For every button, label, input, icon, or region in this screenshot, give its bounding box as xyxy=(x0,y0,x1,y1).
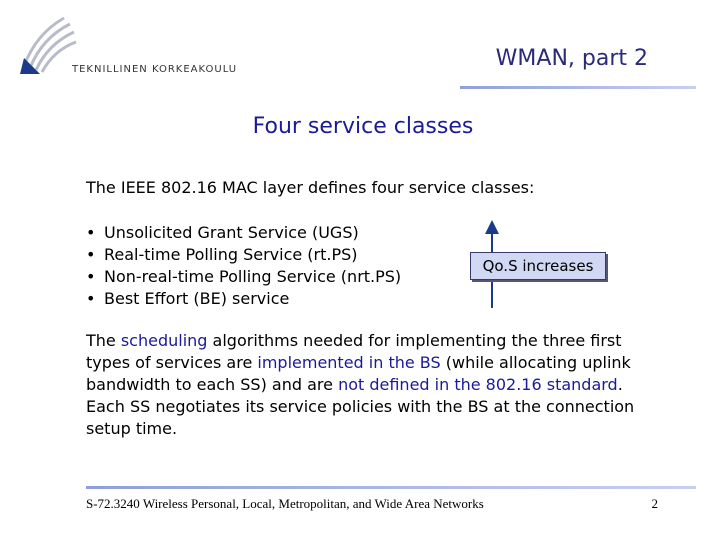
service-class-label: Best Effort (BE) service xyxy=(104,289,290,308)
header-divider xyxy=(460,86,696,89)
bullet-icon: • xyxy=(86,223,96,242)
service-class-label: Real-time Polling Service (rt.PS) xyxy=(104,245,358,264)
list-item xyxy=(86,266,401,288)
list-item xyxy=(86,288,401,310)
university-logo xyxy=(18,14,78,76)
footer-course-title: S-72.3240 Wireless Personal, Local, Metropolitan, and Wide Area Networks xyxy=(86,496,484,511)
list-item xyxy=(86,244,401,266)
header-title: WMAN, part 2 xyxy=(495,46,648,71)
page-number: 2 xyxy=(651,496,658,511)
organization-name: TEKNILLINEN KORKEAKOULU xyxy=(72,64,238,75)
service-class-list xyxy=(86,222,401,310)
footer-divider xyxy=(86,486,696,489)
highlight-scheduling: scheduling xyxy=(120,331,208,350)
bullet-icon: • xyxy=(86,245,96,264)
body-paragraph xyxy=(86,330,646,440)
paragraph-text: The xyxy=(86,331,121,350)
paragraph-text: . Each SS negotiates its service policies with the BS at the connection setup time. xyxy=(86,375,635,438)
bullet-icon: • xyxy=(86,289,96,308)
paragraph-text: algorithms needed for implementing the three first types of services are xyxy=(86,331,622,372)
slide-title: Four service classes xyxy=(252,114,474,139)
service-class-label: Non-real-time Polling Service (nrt.PS) xyxy=(104,267,402,286)
paragraph-text: (while allocating uplink bandwidth to each SS) and are xyxy=(86,353,631,394)
highlight-not-defined: not defined in the 802.16 standard xyxy=(338,375,618,394)
list-item xyxy=(86,222,401,244)
highlight-implemented-in-bs: implemented in the BS xyxy=(257,353,441,372)
bullet-icon: • xyxy=(86,267,96,286)
qos-label-box: Qo.S increases xyxy=(470,252,606,280)
service-class-label: Unsolicited Grant Service (UGS) xyxy=(104,223,359,242)
intro-text: The IEEE 802.16 MAC layer defines four service classes: xyxy=(86,178,535,197)
